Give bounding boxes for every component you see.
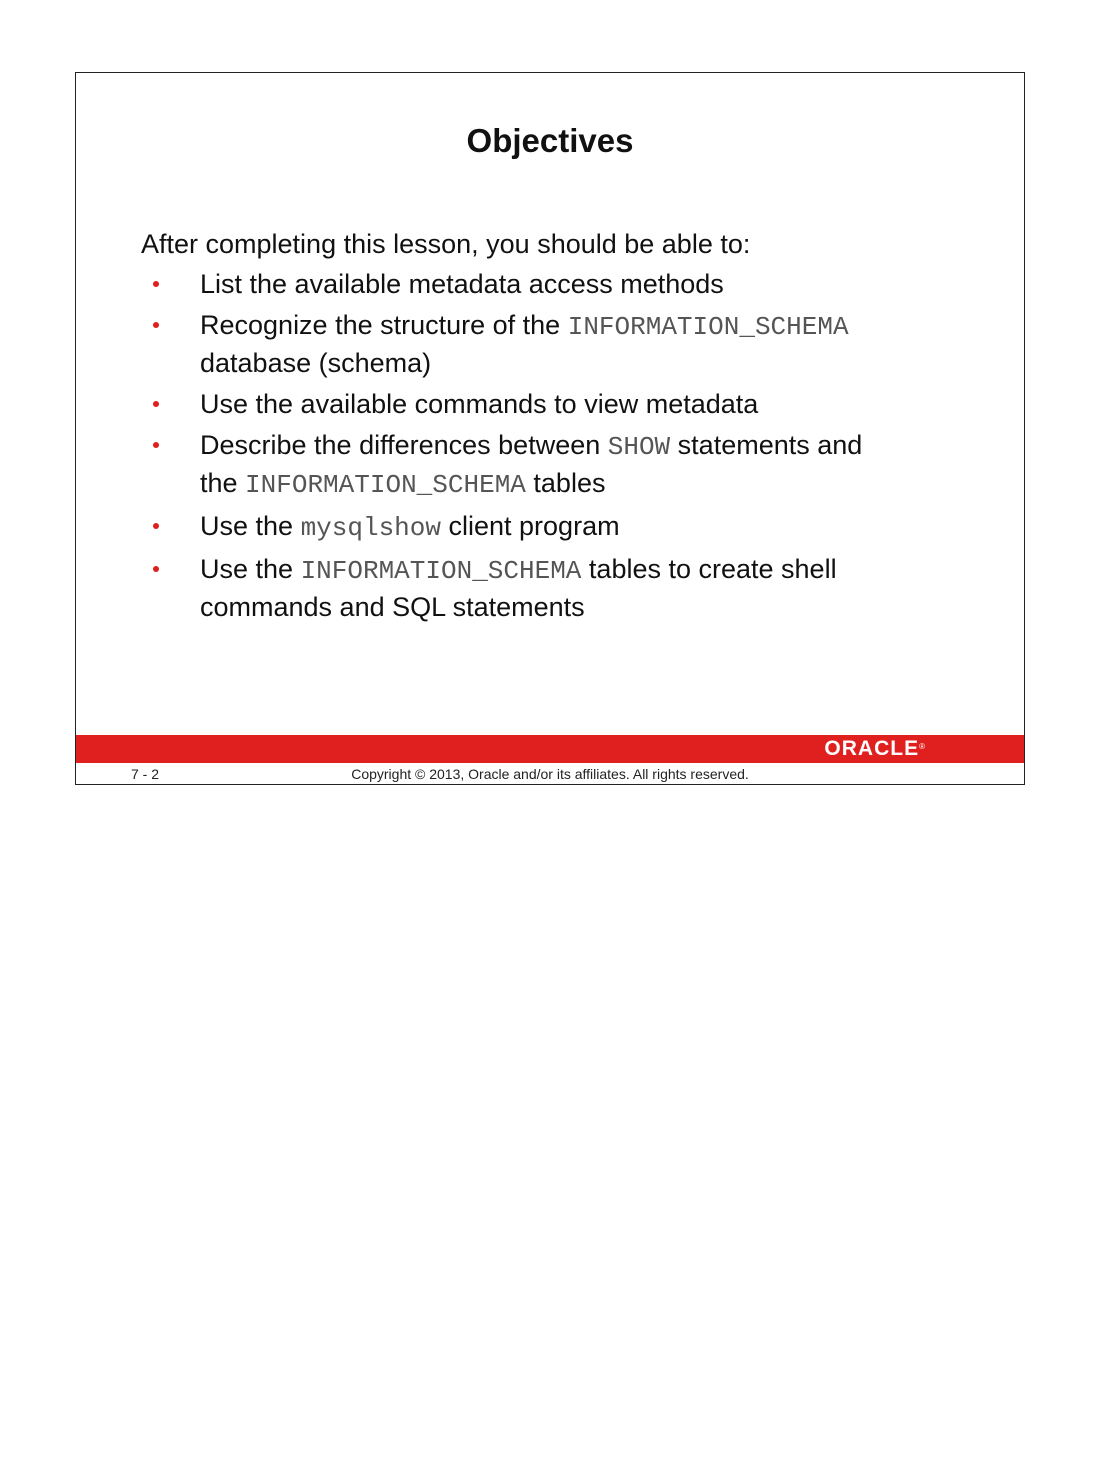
bullet-text: Recognize the structure of the xyxy=(200,310,568,340)
bullet-icon xyxy=(153,566,159,572)
bullet-text: commands and SQL statements xyxy=(200,592,585,622)
bullet-text: Describe the differences between xyxy=(200,430,608,460)
bullet-icon xyxy=(153,322,159,328)
objectives-list xyxy=(141,266,961,630)
code-text: SHOW xyxy=(607,432,671,462)
bullet-text: the xyxy=(200,468,246,498)
list-item xyxy=(141,551,961,625)
bullet-text: tables to create shell xyxy=(581,554,837,584)
registered-mark-icon: ® xyxy=(919,742,926,751)
bullet-text: statements and xyxy=(670,430,863,460)
logo-text: ORACLE xyxy=(824,737,920,760)
slide xyxy=(75,72,1025,785)
bullet-text: Use the available commands to view metadata xyxy=(200,389,759,419)
bullet-text: client program xyxy=(441,511,620,541)
oracle-logo xyxy=(824,737,926,761)
code-text: INFORMATION_SCHEMA xyxy=(567,312,849,342)
footer-red-bar xyxy=(76,735,1024,763)
list-item xyxy=(141,266,961,302)
list-item xyxy=(141,307,961,381)
footer xyxy=(76,765,1024,785)
bullet-text: database (schema) xyxy=(200,348,432,378)
slide-title: Objectives xyxy=(466,122,634,159)
code-text: INFORMATION_SCHEMA xyxy=(245,470,526,500)
list-item xyxy=(141,508,961,546)
bullet-icon xyxy=(153,401,159,407)
code-text: INFORMATION_SCHEMA xyxy=(300,556,582,586)
page-number: 7 - 2 xyxy=(131,766,160,782)
list-item xyxy=(141,427,961,503)
copyright-text: Copyright © 2013, Oracle and/or its affiliates. All rights reserved. xyxy=(351,766,749,782)
list-item xyxy=(141,386,961,422)
bullet-icon xyxy=(153,523,159,529)
bullet-icon xyxy=(153,442,159,448)
bullet-text: Use the xyxy=(200,554,301,584)
bullet-text: Use the xyxy=(200,511,301,541)
bullet-text: List the available metadata access methods xyxy=(200,269,724,299)
bullet-text: tables xyxy=(525,468,606,498)
code-text: mysqlshow xyxy=(300,513,441,543)
bullet-icon xyxy=(153,281,159,287)
intro-text: After completing this lesson, you should be able to: xyxy=(141,229,751,259)
